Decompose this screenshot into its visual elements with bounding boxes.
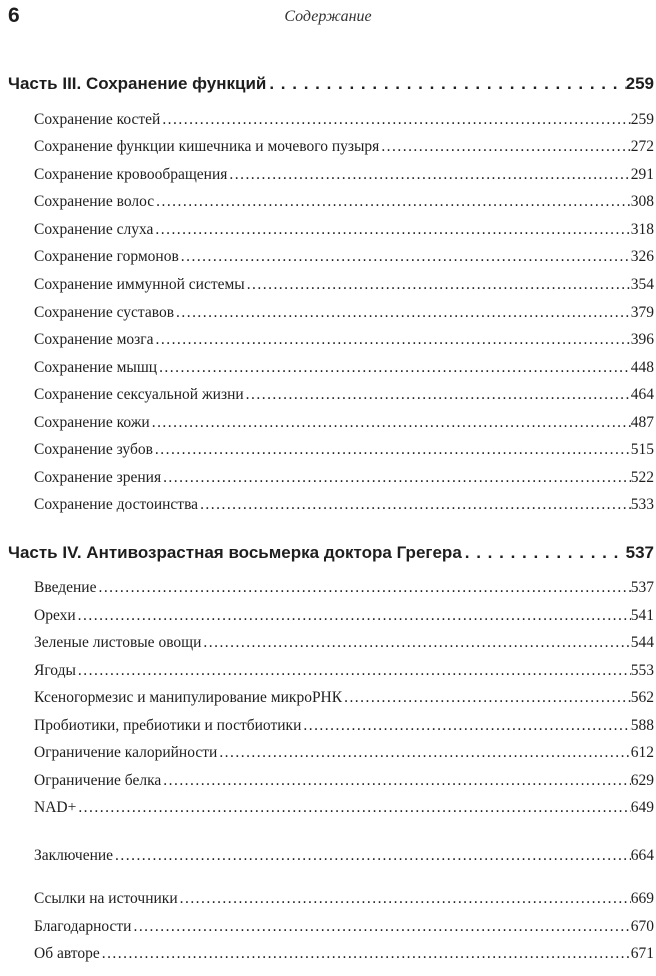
toc-entry[interactable] [34,193,654,211]
page-number: 6 [8,4,20,27]
entry-title: Ссылки на источники [34,890,178,907]
dot-leader [179,248,631,266]
toc-entry[interactable] [34,414,654,432]
toc-entry[interactable] [34,918,654,936]
entry-title: Сохранение волос [34,193,155,210]
entry-page-number: 588 [630,717,654,734]
running-title: Содержание [284,8,372,25]
entry-page-number: 671 [630,945,654,962]
dot-leader [342,689,631,707]
dot-leader [154,331,631,349]
toc-part-heading[interactable] [8,543,654,563]
entry-page-number: 464 [630,386,654,403]
entry-title: Зеленые листовые овощи [34,634,202,651]
entry-title: Сохранение костей [34,111,161,128]
toc-part-heading[interactable] [8,74,654,94]
entry-page-number: 664 [630,847,654,864]
toc-entry[interactable] [34,248,654,266]
dot-leader [245,276,631,294]
dot-leader [131,918,630,936]
toc-entry[interactable] [34,662,654,680]
toc-entry[interactable] [34,717,654,735]
entry-page-number: 669 [630,890,654,907]
entry-title: Сохранение функции кишечника и мочевого пузыря [34,138,380,155]
dot-leader [154,193,631,211]
entry-page-number: 308 [630,193,654,210]
entry-page-number: 379 [630,304,654,321]
toc-entry[interactable] [34,304,654,322]
toc-entry[interactable] [34,276,654,294]
toc-entry[interactable] [34,331,654,349]
toc-entry[interactable] [34,138,654,156]
part-page-number: 259 [625,74,654,93]
dot-leader [217,744,630,762]
dot-leader [266,74,625,94]
dot-leader [161,469,631,487]
dot-leader [100,945,631,963]
dot-leader [201,634,630,652]
entry-title: Ягоды [34,662,76,679]
entry-page-number: 354 [630,276,654,293]
entry-page-number: 291 [630,166,654,183]
dot-leader [76,607,631,625]
entry-title: Ограничение белка [34,772,162,789]
entry-title: Ксеногормезис и манипулирование микроРНК [34,689,343,706]
entry-page-number: 553 [630,662,654,679]
toc-entry[interactable] [34,469,654,487]
toc-entry[interactable] [34,166,654,184]
part-page-number: 537 [625,543,654,562]
dot-leader [150,414,631,432]
entry-title: Заключение [34,847,114,864]
dot-leader [178,890,631,908]
toc-entry[interactable] [34,359,654,377]
dot-leader [227,166,630,184]
entry-title: Орехи [34,607,76,624]
entry-page-number: 544 [630,634,654,651]
entry-title: Благодарности [34,918,132,935]
dot-leader [379,138,630,156]
toc-entry[interactable] [34,945,654,963]
dot-leader [113,847,631,865]
toc-entry[interactable] [34,634,654,652]
dot-leader [462,543,626,563]
dot-leader [160,111,630,129]
entry-title: Об авторе [34,945,100,962]
entry-page-number: 541 [630,607,654,624]
toc-entry[interactable] [34,111,654,129]
toc-entry[interactable] [34,744,654,762]
entry-page-number: 396 [630,331,654,348]
dot-leader [96,579,630,597]
entry-title: Сохранение зубов [34,441,153,458]
entry-title: Сохранение зрения [34,469,162,486]
entry-title: Введение [34,579,97,596]
entry-page-number: 670 [630,918,654,935]
dot-leader [153,221,630,239]
toc-entry[interactable] [34,221,654,239]
entry-page-number: 318 [630,221,654,238]
entry-title: Сохранение кровообращения [34,166,228,183]
part-title: Часть III. Сохранение функций [8,74,267,93]
toc-entry[interactable] [34,847,654,865]
toc-entry[interactable] [34,386,654,404]
entry-title: Пробиотики, пребиотики и постбиотики [34,717,302,734]
entry-page-number: 612 [630,744,654,761]
entry-page-number: 649 [630,799,654,816]
toc-entry[interactable] [34,607,654,625]
entry-title: Сохранение гормонов [34,248,179,265]
dot-leader [76,799,630,817]
entry-page-number: 629 [630,772,654,789]
entry-title: Сохранение суставов [34,304,175,321]
dot-leader [157,359,631,377]
toc-entry[interactable] [34,579,654,597]
entry-title: Сохранение кожи [34,414,150,431]
entry-title: Сохранение мышц [34,359,158,376]
entry-title: Сохранение иммунной системы [34,276,245,293]
toc-entry[interactable] [34,689,654,707]
dot-leader [76,662,631,680]
dot-leader [153,441,631,459]
entry-page-number: 259 [630,111,654,128]
entry-title: Ограничение калорийности [34,744,218,761]
entry-page-number: 448 [630,359,654,376]
dot-leader [198,496,631,514]
entry-page-number: 272 [630,138,654,155]
dot-leader [174,304,631,322]
toc-entry[interactable] [34,441,654,459]
entry-title: Сохранение достоинства [34,496,199,513]
entry-page-number: 487 [630,414,654,431]
dot-leader [244,386,631,404]
entry-page-number: 522 [630,469,654,486]
toc-entry[interactable] [34,772,654,790]
toc-entry[interactable] [34,799,654,817]
entry-title: NAD+ [34,799,77,816]
entry-page-number: 326 [630,248,654,265]
part-title: Часть IV. Антивозрастная восьмерка доктора Грегера [8,543,462,562]
dot-leader [301,717,630,735]
toc-entry[interactable] [34,496,654,514]
entry-page-number: 515 [630,441,654,458]
entry-title: Сохранение мозга [34,331,154,348]
toc-entry[interactable] [34,890,654,908]
entry-page-number: 537 [630,579,654,596]
entry-page-number: 533 [630,496,654,513]
entry-page-number: 562 [630,689,654,706]
entry-title: Сохранение слуха [34,221,154,238]
entry-title: Сохранение сексуальной жизни [34,386,244,403]
dot-leader [161,772,630,790]
